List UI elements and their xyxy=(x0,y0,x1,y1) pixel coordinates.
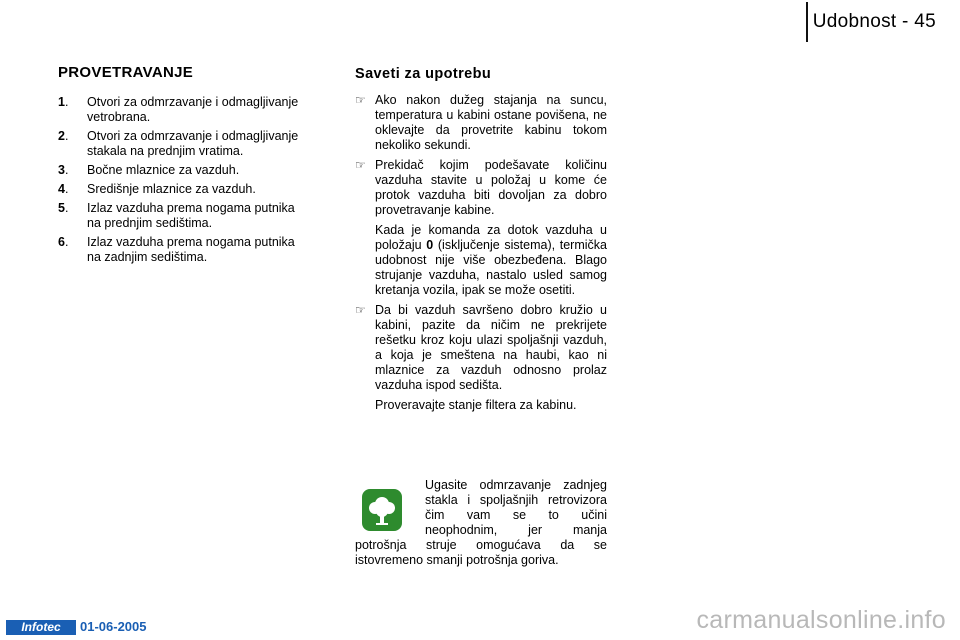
tip-text: Proveravajte stanje filtera za kabinu. xyxy=(375,398,577,412)
tree-icon xyxy=(361,488,403,532)
infotec-logo: Infotec xyxy=(6,620,76,635)
page-title: Udobnost - 45 xyxy=(812,11,936,32)
tip-text: Ako nakon dužeg stajanja na suncu, temperatura u kabini ostane povišena, ne oklevajte da provetrite kabinu tokom nekoliko sekundi. xyxy=(375,93,607,152)
item-number: 2 xyxy=(58,129,65,143)
tips-section xyxy=(355,66,607,418)
item-number: 5 xyxy=(58,201,65,215)
header-divider xyxy=(806,2,808,42)
item-text: Izlaz vazduha prema nogama putnika na zadnjim sedištima. xyxy=(87,235,295,264)
tip-item xyxy=(355,158,607,298)
tip-item xyxy=(355,93,607,153)
tip-text: Da bi vazduh savršeno dobro kružio u kabini, pazite da ničim ne prekrijete rešetku kroz koju ulazi spoljašnji vazduh, a koja je smeštena na haubi, kao ni mlaznice za vazduh odnosno prolaz vazduha ispod sedišta. xyxy=(375,303,607,392)
list-item: 1. Otvori za odmrzavanje i odmagljivanje vetrobrana. xyxy=(58,95,308,125)
tip-text: Kada je komanda za dotok vazduha u položaju 0 (isključenje sistema), termička udobnost nije više obezbeđena. Blago strujanje vazduha, nastalo usled samog kretanja vozila, ipak se može osetiti. xyxy=(375,223,607,297)
tip-text: Prekidač kojim podešavate količinu vazduha stavite u položaj u kome će protok vazduha biti dovoljan za dobro provetravanje kabine. xyxy=(375,158,607,217)
pointing-hand-icon: ☞ xyxy=(355,303,366,317)
pointing-hand-icon: ☞ xyxy=(355,93,366,107)
list-item: 3. Bočne mlaznice za vazduh. xyxy=(58,163,308,178)
item-number: 6 xyxy=(58,235,65,249)
list-item: 2. Otvori za odmrzavanje i odmagljivanje stakala na prednjim vratima. xyxy=(58,129,308,159)
list-item: 6. Izlaz vazduha prema nogama putnika na zadnjim sedištima. xyxy=(58,235,308,265)
eco-note xyxy=(355,478,607,568)
pointing-hand-icon: ☞ xyxy=(355,158,366,172)
item-text: Otvori za odmrzavanje i odmagljivanje stakala na prednjim vratima. xyxy=(87,129,299,158)
vent-list xyxy=(58,95,308,265)
tip-item xyxy=(355,303,607,413)
item-number: 1 xyxy=(58,95,65,109)
eco-text: Ugasite odmrzavanje zadnjeg stakla i spoljašnjih retrovizora čim vam se to učini neophodnim, jer manja potrošnja struje omogućava da se istovremeno smanji potrošnja goriva. xyxy=(355,478,607,567)
list-item: 4. Središnje mlaznice za vazduh. xyxy=(58,182,308,197)
item-number: 3 xyxy=(58,163,65,177)
item-text: Otvori za odmrzavanje i odmagljivanje vetrobrana. xyxy=(87,95,299,124)
item-text: Izlaz vazduha prema nogama putnika na prednjim sedištima. xyxy=(87,201,295,230)
page-header xyxy=(0,0,960,44)
item-text: Bočne mlaznice za vazduh. xyxy=(87,163,240,177)
tips-title: Saveti za upotrebu xyxy=(355,66,492,82)
footer-date: 01-06-2005 xyxy=(80,619,147,634)
item-text: Središnje mlaznice za vazduh. xyxy=(87,182,256,196)
item-number: 4 xyxy=(58,182,65,196)
watermark: carmanualsonline.info xyxy=(696,606,946,634)
list-item: 5. Izlaz vazduha prema nogama putnika na prednjim sedištima. xyxy=(58,201,308,231)
position-zero: 0 xyxy=(426,238,434,252)
ventilation-section xyxy=(58,64,308,269)
section-title: PROVETRAVANJE xyxy=(58,64,194,81)
